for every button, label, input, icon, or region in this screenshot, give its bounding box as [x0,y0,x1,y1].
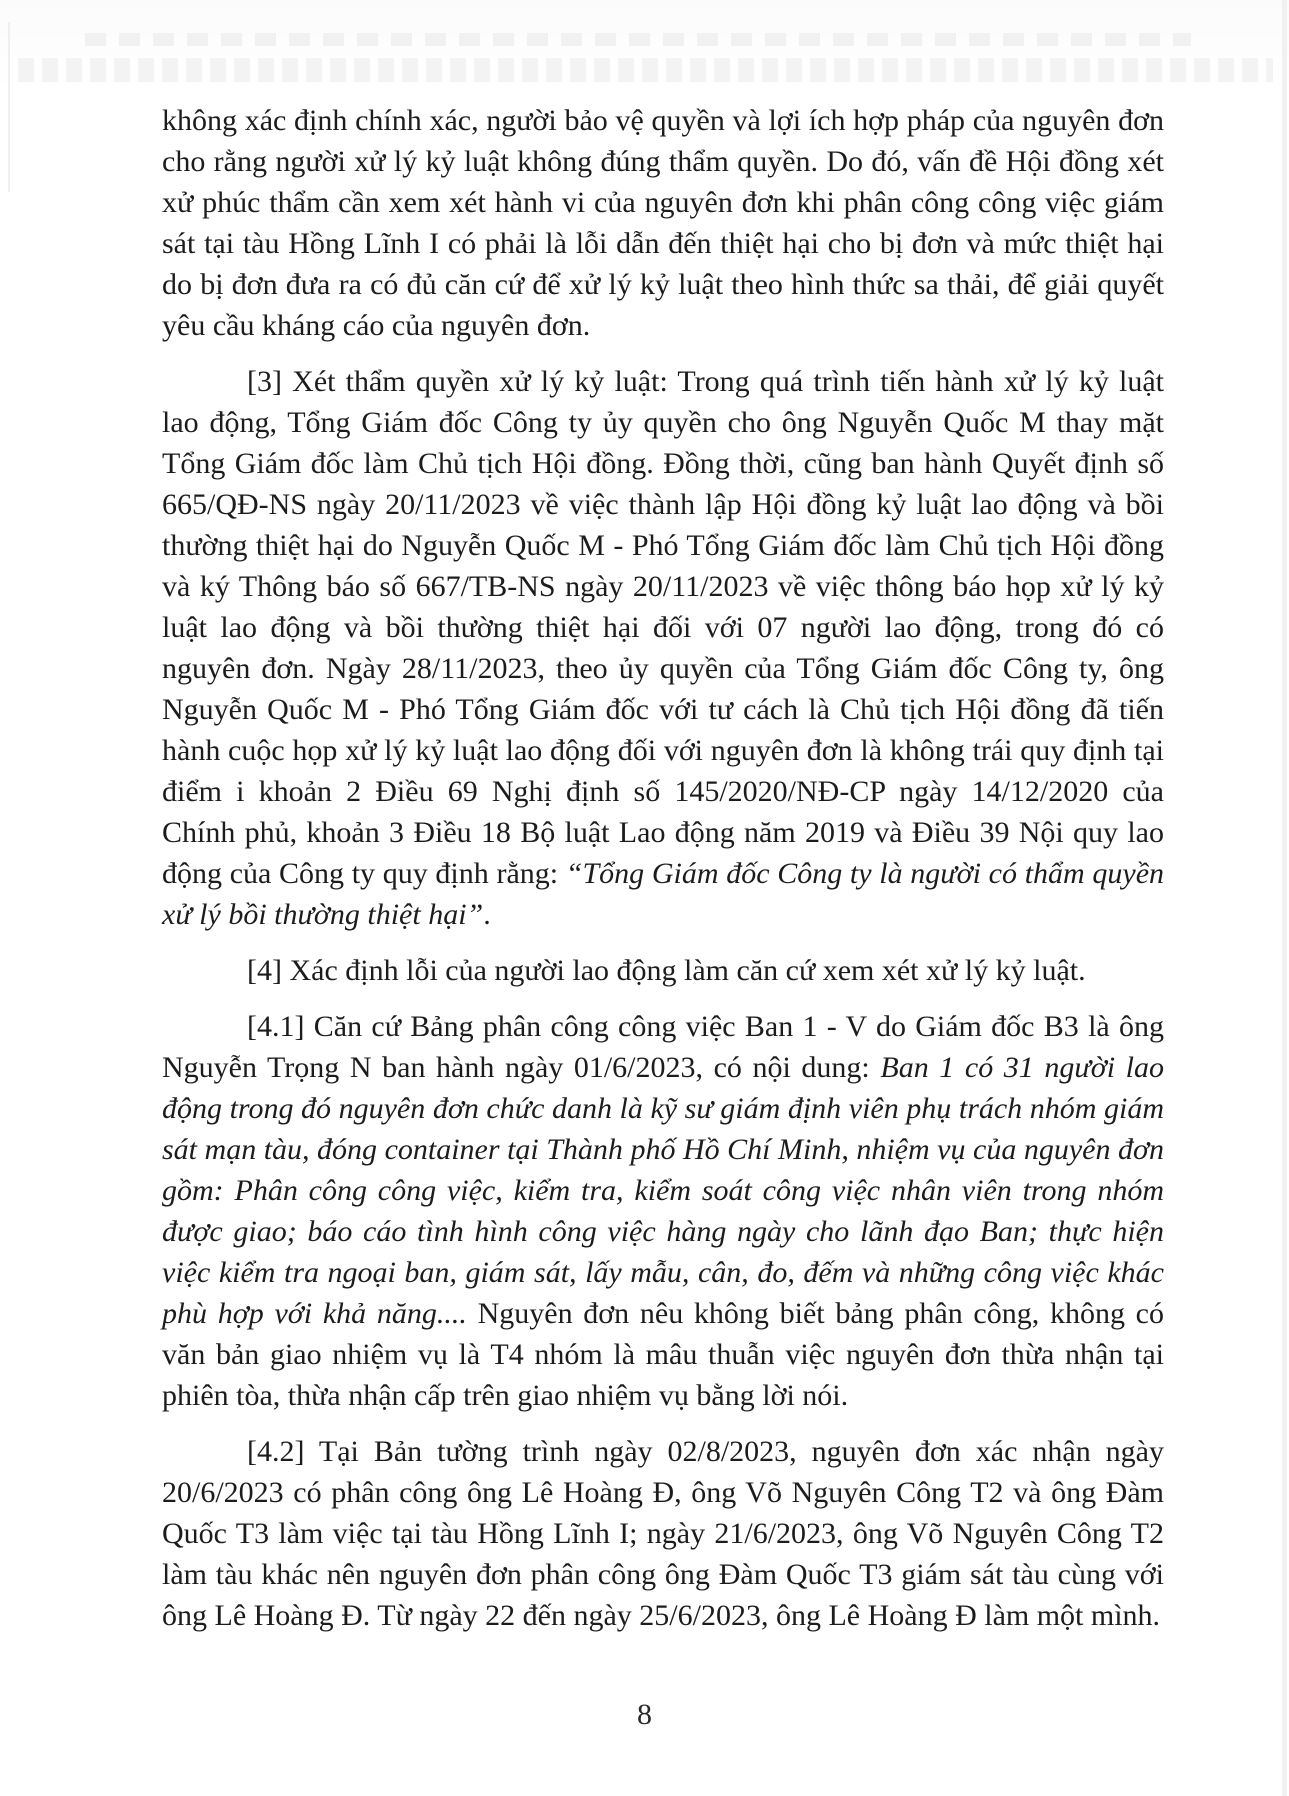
document-body [162,100,1164,1651]
paragraph-text-italic: “Tổng Giám đốc Công ty là người có thẩm quyền xử lý bồi thường thiệt hại” [162,857,1165,931]
paragraph-text-italic: Ban 1 có 31 người lao động trong đó nguyên đơn chức danh là kỹ sư giám định viên phụ trách nhóm giám sát mạn tàu, đóng container tại Thành phố Hồ Chí Minh, nhiệm vụ của nguyên đơn gồm: Phân công công việc, kiểm tra, kiểm soát công việc nhân viên trong nhóm được giao; báo cáo tình hình công việc hàng ngày cho lãnh đạo Ban; thực hiện việc kiểm tra ngoại ban, giám sát, lấy mẫu, cân, đo, đếm và những công việc khác phù hợp với khả năng.... [162,1051,1165,1330]
paragraph [162,361,1164,935]
page-number: 8 [637,1698,652,1731]
letterhead-artifact-squares [85,33,1191,46]
paragraph [162,950,1164,991]
paragraph-text: . [483,898,491,931]
scan-edge-right [1282,0,1287,1796]
scan-edge-left [8,22,10,192]
paragraph-text: [4.1] Căn cứ Bảng phân công công việc Ban 1 - V do Giám đốc B3 là ông Nguyễn Trọng N ban hành ngày 01/6/2023, có nội dung: [162,1010,1164,1084]
paragraph-text: Nguyên đơn nêu không biết bảng phân công, không có văn bản giao nhiệm vụ là T4 nhóm là mâu thuẫn việc nguyên đơn thừa nhận tại phiên tòa, thừa nhận cấp trên giao nhiệm vụ bằng lời nói. [162,1297,1164,1412]
paragraph-text: không xác định chính xác, người bảo vệ quyền và lợi ích hợp pháp của nguyên đơn cho rằng người xử lý kỷ luật không đúng thẩm quyền. Do đó, vấn đề Hội đồng xét xử phúc thẩm cần xem xét hành vi của nguyên đơn khi phân công công việc giám sát tại tàu Hồng Lĩnh I có phải là lỗi dẫn đến thiệt hại cho bị đơn và mức thiệt hại do bị đơn đưa ra có đủ căn cứ để xử lý kỷ luật theo hình thức sa thải, để giải quyết yêu cầu kháng cáo của nguyên đơn. [162,104,1164,342]
paragraph-text: [4] Xác định lỗi của người lao động làm căn cứ xem xét xử lý kỷ luật. [247,954,1086,987]
paragraph [162,1431,1164,1636]
letterhead-whiteout-band [0,0,1289,92]
paragraph [162,100,1164,346]
paragraph-text: [4.2] Tại Bản tường trình ngày 02/8/2023, nguyên đơn xác nhận ngày 20/6/2023 có phân công ông Lê Hoàng Đ, ông Võ Nguyên Công T2 và ông Đàm Quốc T3 làm việc tại tàu Hồng Lĩnh I; ngày 21/6/2023, ông Võ Nguyên Công T2 làm tàu khác nên nguyên đơn phân công ông Đàm Quốc T3 giám sát tàu cùng với ông Lê Hoàng Đ. Từ ngày 22 đến ngày 25/6/2023, ông Lê Hoàng Đ làm một mình. [162,1435,1164,1632]
paragraph [162,1006,1164,1416]
paragraph-text: [3] Xét thẩm quyền xử lý kỷ luật: Trong quá trình tiến hành xử lý kỷ luật lao động, Tổng Giám đốc Công ty ủy quyền cho ông Nguyễn Quốc M thay mặt Tổng Giám đốc làm Chủ tịch Hội đồng. Đồng thời, cũng ban hành Quyết định số 665/QĐ-NS ngày 20/11/2023 về việc thành lập Hội đồng kỷ luật lao động và bồi thường thiệt hại do Nguyễn Quốc M - Phó Tổng Giám đốc làm Chủ tịch Hội đồng và ký Thông báo số 667/TB-NS ngày 20/11/2023 về việc thông báo họp xử lý kỷ luật lao động và bồi thường thiệt hại đối với 07 người lao động, trong đó có nguyên đơn. Ngày 28/11/2023, theo ủy quyền của Tổng Giám đốc Công ty, ông Nguyễn Quốc M - Phó Tổng Giám đốc với tư cách là Chủ tịch Hội đồng đã tiến hành cuộc họp xử lý kỷ luật lao động đối với nguyên đơn là không trái quy định tại điểm i khoản 2 Điều 69 Nghị định số 145/2020/NĐ-CP ngày 14/12/2020 của Chính phủ, khoản 3 Điều 18 Bộ luật Lao động năm 2019 và Điều 39 Nội quy lao động của Công ty quy định rằng: [162,365,1164,890]
letterhead-artifact-comb [18,58,1273,82]
